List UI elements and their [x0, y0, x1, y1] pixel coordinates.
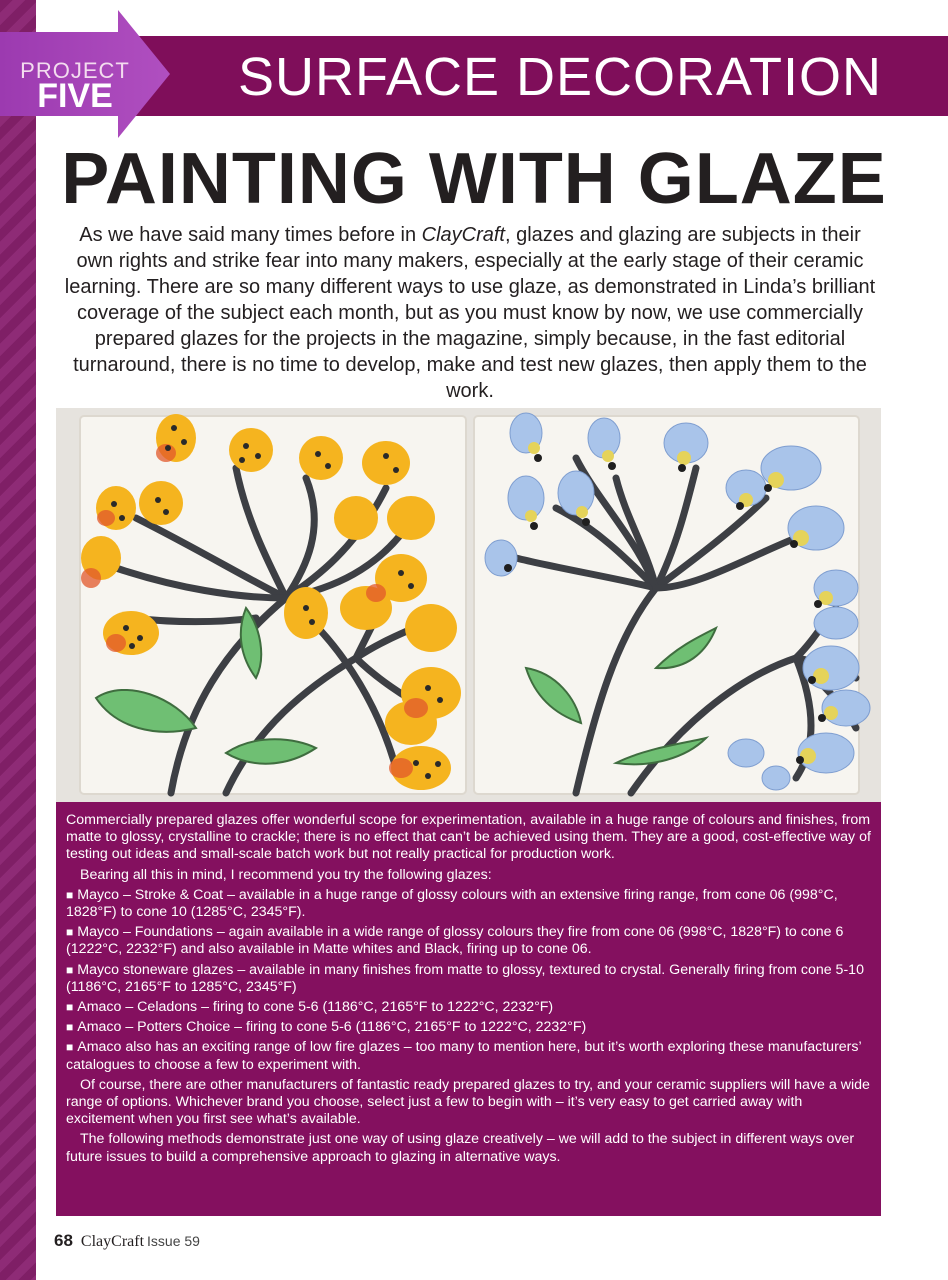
info-paragraph: Commercially prepared glazes offer wonderful scope for experimentation, available in a huge range of colours and finishes, from matte to glossy, crystalline to crackle; there is no effect that can’t be achieved using them. They are a good, cost-effective way of testing out ideas and small-scale batch work but not really practical for production work.	[66, 812, 871, 863]
glaze-list-item: ■ Amaco also has an exciting range of low fire glazes – too many to mention here, but it’s worth exploring these manufacturers’ catalogues to choose a few to experiment with.	[66, 1039, 871, 1073]
info-paragraph: Of course, there are other manufacturers of fantastic ready prepared glazes to try, and your ceramic suppliers will have a wide range of options. Whichever brand you choose, select just a few to begin with – it’s very easy to get carried away with excitement when you first see what’s available.	[66, 1076, 870, 1128]
glazed-tiles-illustration	[56, 408, 881, 802]
left-tile	[80, 414, 466, 794]
issue-label: Issue 59	[147, 1233, 200, 1249]
project-number: FIVE	[37, 77, 113, 115]
glaze-list-item: ■ Amaco – Potters Choice – firing to cone 5-6 (1186°C, 2165°F to 1222°C, 2232°F)	[66, 1019, 871, 1036]
glaze-list-item: ■ Amaco – Celadons – firing to cone 5-6 (1186°C, 2165°F to 1222°C, 2232°F)	[66, 999, 871, 1016]
info-paragraph: The following methods demonstrate just one way of using glaze creatively – we will add to the subject in different ways over future issues to build a comprehensive approach to glazing in alternative ways.	[66, 1131, 855, 1165]
article-intro	[60, 222, 880, 404]
info-paragraph: Bearing all this in mind, I recommend you try the following glazes:	[80, 866, 492, 883]
intro-text-end: , glazes and glazing are subjects in their own rights and strike fear into many makers, especially at the early stage of their ceramic learning. There are so many different ways to use glaze, as demonstrated in Linda’s brilliant coverage of the subject each month, but as you must know by now, we use commercially prepared glazes for the projects in the magazine, simply because, in the fast editorial turnaround, there is no time to develop, make and test new glazes, then apply them to the work.	[64, 224, 876, 402]
project-label: PROJECT	[20, 58, 130, 83]
glaze-list-item: ■ Mayco – Foundations – again available in a wide range of glossy colours they fire from cone 06 (998°C, 1828°F) to cone 6 (1222°C, 2232°F) and also available in Matte whites and Black, firing up to cone 06.	[66, 924, 871, 958]
tiles-photo	[56, 408, 881, 802]
intro-magazine-name: ClayCraft	[421, 224, 505, 246]
glaze-list-item: ■ Mayco stoneware glazes – available in many finishes from matte to glossy, textured to crystal. Generally firing from cone 5-10 (1186°C, 2165°F to 1285°C, 2345°F)	[66, 962, 871, 996]
glaze-recommendations-box	[56, 802, 881, 1216]
article-title: PAINTING WITH GLAZE	[61, 139, 887, 219]
side-stripe-decoration	[0, 0, 36, 1280]
glaze-list-item: ■ Mayco – Stroke & Coat – available in a huge range of glossy colours with an extensive firing range, from cone 06 (998°C, 1828°F) to cone 10 (1285°C, 2345°F).	[66, 887, 871, 921]
right-tile	[474, 413, 870, 794]
magazine-name: ClayCraft	[80, 1233, 145, 1250]
project-badge	[0, 10, 172, 138]
page-footer	[54, 1228, 200, 1254]
page-number: 68	[54, 1231, 73, 1250]
section-title: SURFACE DECORATION	[237, 47, 883, 107]
intro-text-start: As we have said many times before in	[79, 224, 422, 246]
